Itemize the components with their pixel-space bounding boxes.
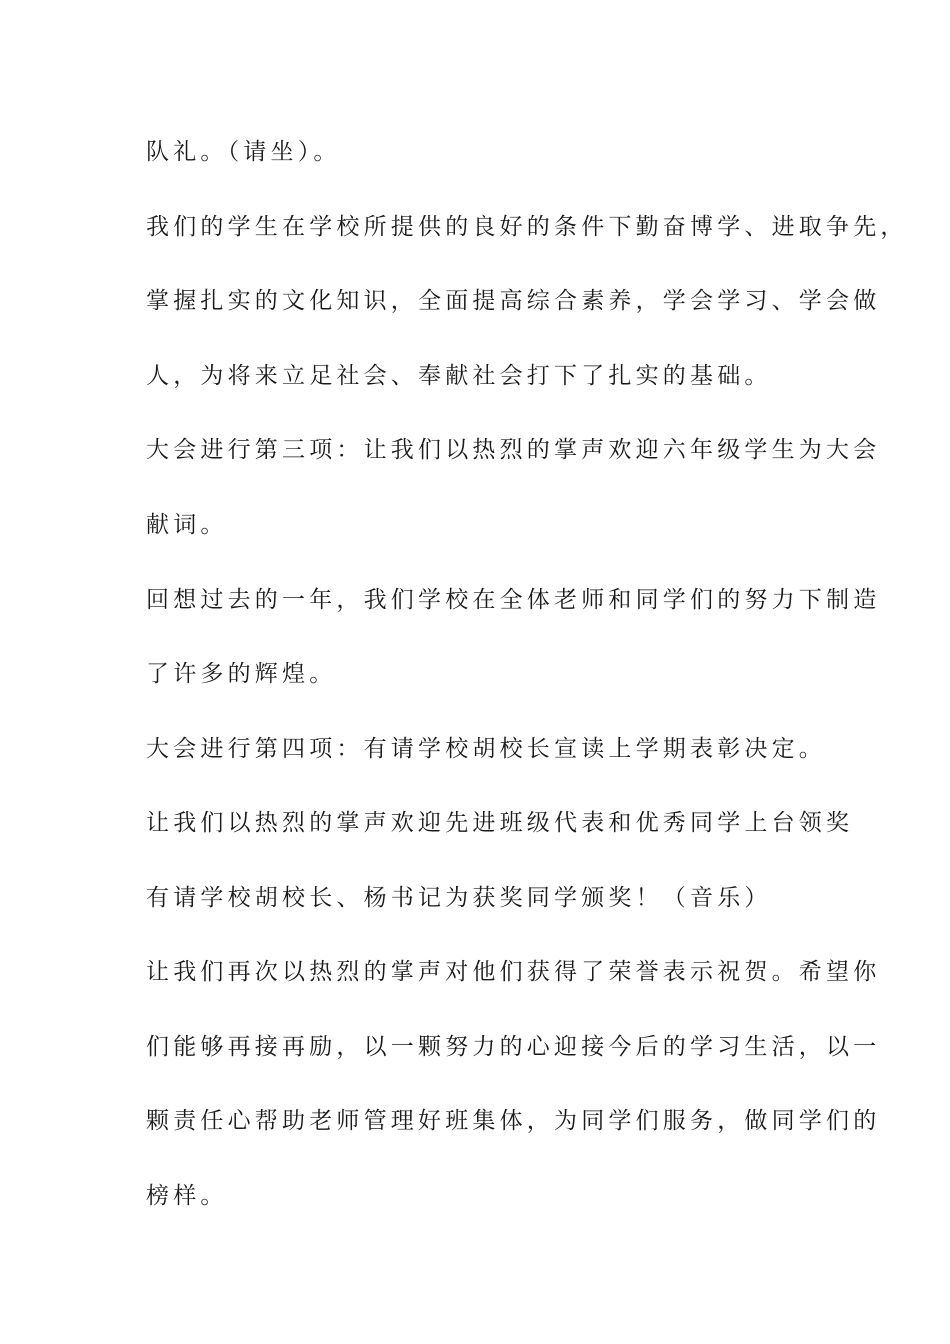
text-line: 颗责任心帮助老师管理好班集体，为同学们服务，做同学们的 bbox=[146, 1108, 881, 1134]
text-line: 们能够再接再励，以一颗努力的心迎接今后的学习生活，以一 bbox=[146, 1034, 881, 1060]
text-line: 队礼。（请坐）。 bbox=[146, 139, 341, 165]
text-line: 让我们再次以热烈的掌声对他们获得了荣誉表示祝贺。希望你 bbox=[146, 959, 881, 985]
text-line: 大会进行第三项：让我们以热烈的掌声欢迎六年级学生为大会 bbox=[146, 437, 881, 463]
text-line: 了许多的辉煌。 bbox=[146, 661, 337, 687]
text-line: 我们的学生在学校所提供的良好的条件下勤奋博学、进取争先， bbox=[146, 214, 908, 240]
text-line: 回想过去的一年，我们学校在全体老师和同学们的努力下制造 bbox=[146, 587, 881, 613]
text-line: 有请学校胡校长、杨书记为获奖同学颁奖！（音乐） bbox=[146, 885, 772, 911]
text-line: 人，为将来立足社会、奉献社会打下了扎实的基础。 bbox=[146, 363, 772, 389]
text-line: 大会进行第四项：有请学校胡校长宣读上学期表彰决定。 bbox=[146, 736, 826, 762]
text-line: 榜样。 bbox=[146, 1183, 228, 1209]
text-line: 掌握扎实的文化知识，全面提高综合素养，学会学习、学会做 bbox=[146, 288, 881, 314]
text-line: 献词。 bbox=[146, 512, 228, 538]
text-line: 让我们以热烈的掌声欢迎先进班级代表和优秀同学上台领奖 bbox=[146, 810, 854, 836]
